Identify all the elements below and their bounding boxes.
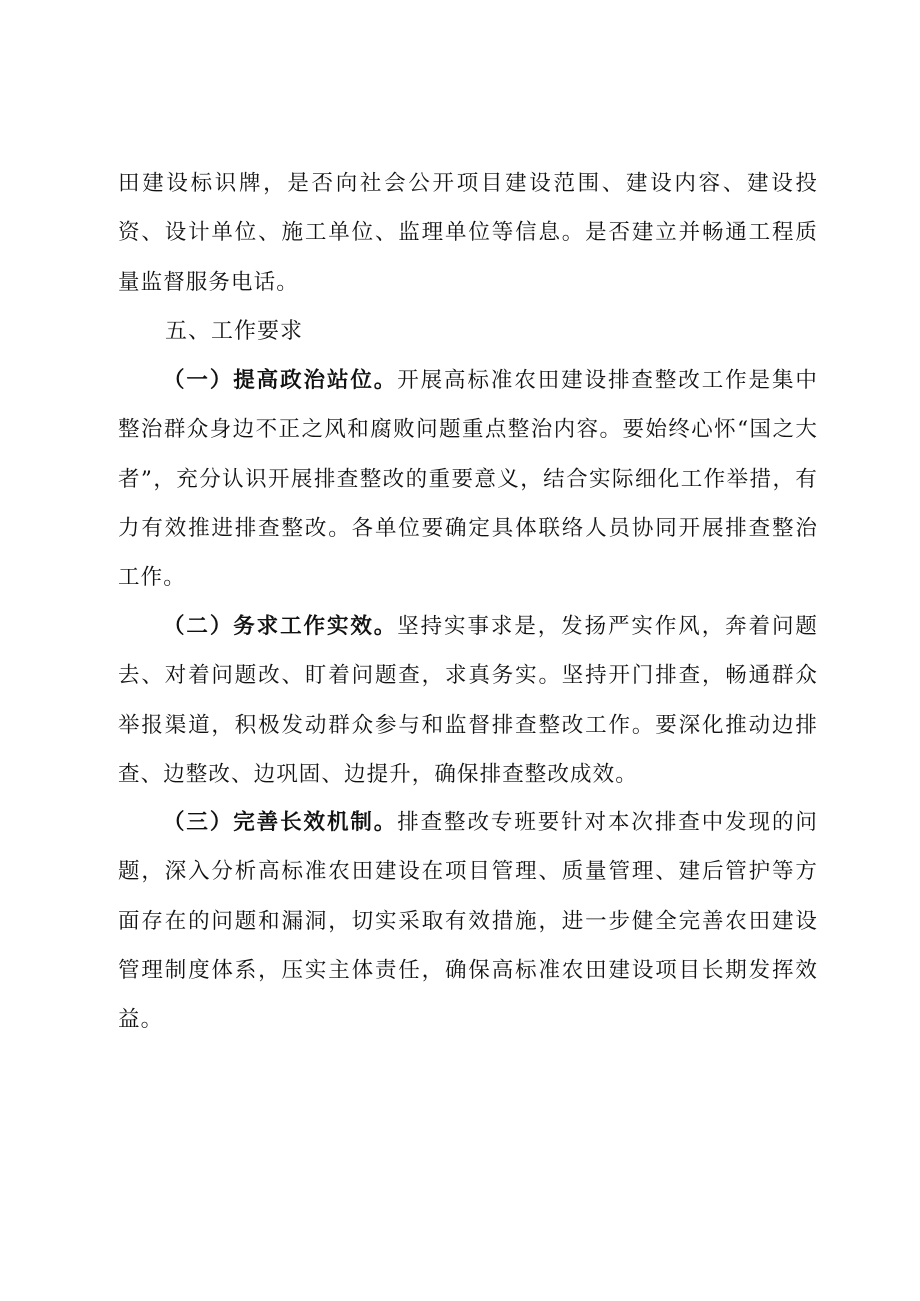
item-2-body: 坚持实事求是，发扬严实作风，奔着问题去、对着问题改、盯着问题查，求真务实。坚持开门排查，畅通群众举报渠道，积极发动群众参与和监督排查整改工作。要深化推动边排查、边整改、边巩固、边提升，确保排查整改成效。 bbox=[118, 614, 818, 787]
item-1-title: （一）提高政治站位。 bbox=[163, 368, 398, 393]
section-heading: 五、工作要求 bbox=[165, 319, 304, 344]
requirement-item-1 bbox=[118, 356, 818, 602]
item-2-title: （二）务求工作实效。 bbox=[163, 614, 398, 639]
item-1-body: 开展高标准农田建设排查整改工作是集中整治群众身边不正之风和腐败问题重点整治内容。要始终心怀“国之大者”，充分认识开展排查整改的重要意义，结合实际细化工作举措，有力有效推进排查整改。各单位要确定具体联络人员协同开展排查整治工作。 bbox=[118, 368, 818, 591]
requirement-item-2 bbox=[118, 602, 818, 799]
item-3-body: 排查整改专班要针对本次排查中发现的问题，深入分析高标准农田建设在项目管理、质量管理、建后管护等方面存在的问题和漏洞，切实采取有效措施，进一步健全完善农田建设管理制度体系，压实主体责任，确保高标准农田建设项目长期发挥效益。 bbox=[118, 810, 818, 1033]
requirement-item-3 bbox=[118, 798, 818, 1044]
item-3-title: （三）完善长效机制。 bbox=[163, 810, 398, 835]
continuation-paragraph: 田建设标识牌，是否向社会公开项目建设范围、建设内容、建设投资、设计单位、施工单位、监理单位等信息。是否建立并畅通工程质量监督服务电话。 bbox=[118, 171, 818, 295]
